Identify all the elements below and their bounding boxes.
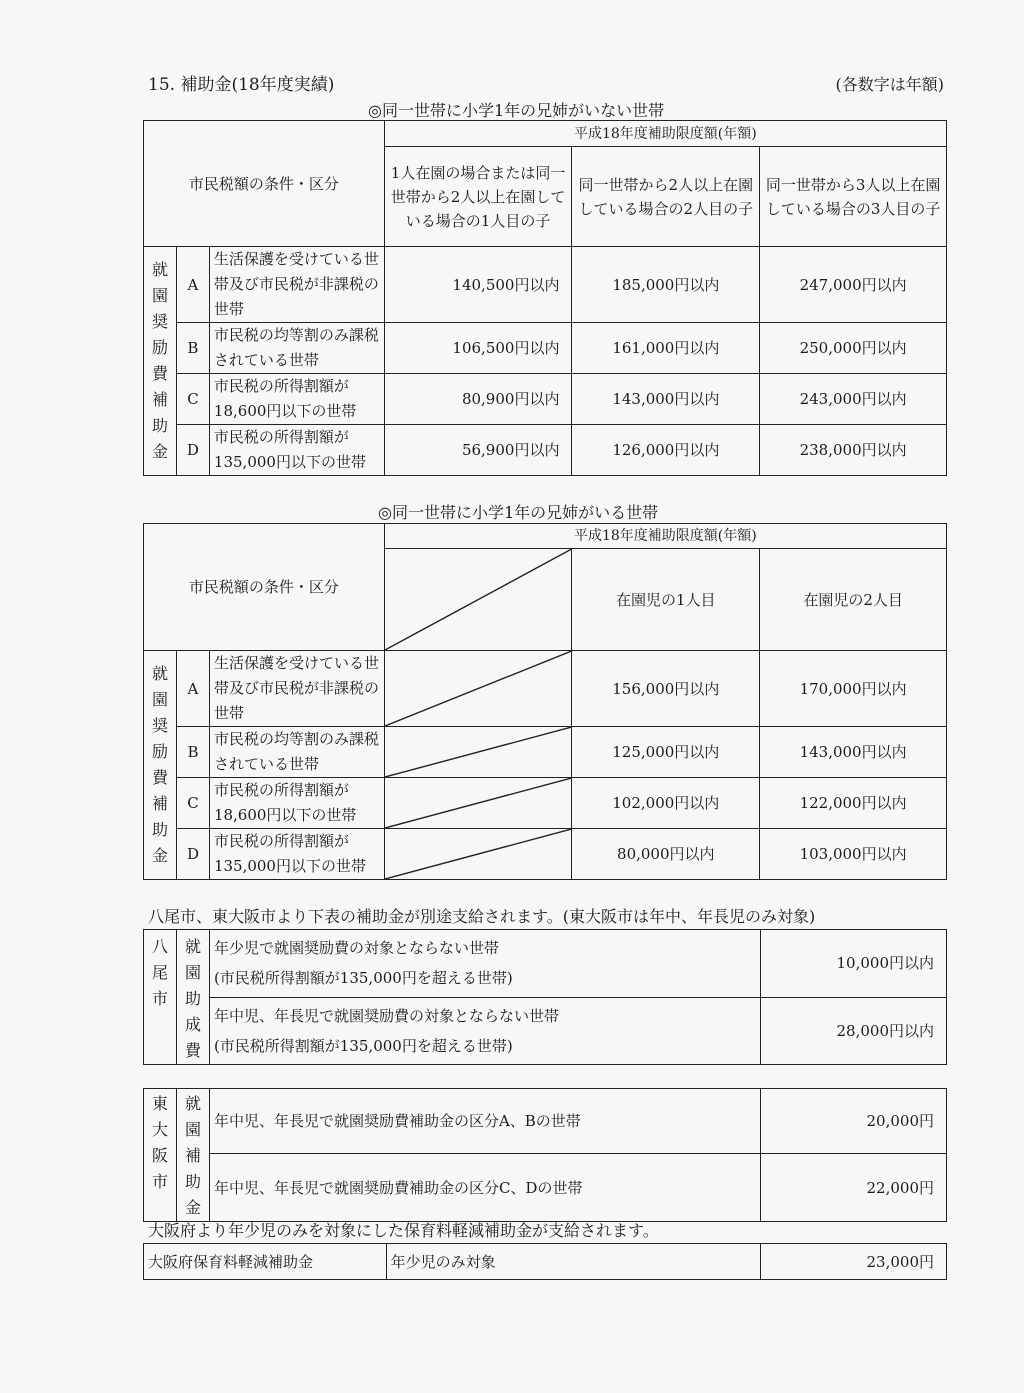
limit-header: 平成18年度補助限度額(年額) — [384, 121, 946, 147]
row-value: 103,000円以内 — [760, 829, 947, 880]
higashiosaka-row-text: 年中児、年長児で就園奨励費補助金の区分C、Dの世帯 — [209, 1154, 760, 1222]
empty-diagonal-cell — [384, 651, 572, 727]
row-condition: 生活保護を受けている世帯及び市民税が非課税の世帯 — [209, 651, 384, 727]
col-header-3: 同一世帯から3人以上在園している場合の3人目の子 — [760, 147, 947, 247]
table-row — [144, 778, 947, 829]
yao-city: 八 尾 市 — [144, 930, 177, 1065]
row-condition: 市民税の所得割額が135,000円以下の世帯 — [209, 829, 384, 880]
amount-note: (各数字は年額) — [835, 75, 944, 94]
table-row — [144, 323, 947, 374]
osaka-caption: 大阪府より年少児のみを対象にした保育料軽減補助金が支給されます。 — [148, 1221, 659, 1240]
table2-caption: ◎同一世帯に小学1年の兄姉がいる世帯 — [378, 503, 659, 522]
higashiosaka-row-amount: 22,000円 — [761, 1154, 947, 1222]
condition-header: 市民税額の条件・区分 — [144, 121, 385, 247]
table-row — [144, 425, 947, 476]
row-value: 80,900円以内 — [384, 374, 572, 425]
row-value: 143,000円以内 — [572, 374, 760, 425]
higashiosaka-subsidy-table — [143, 1088, 947, 1222]
page-title: 15. 補助金(18年度実績) — [148, 75, 335, 95]
row-code: B — [176, 323, 209, 374]
row-value: 80,000円以内 — [572, 829, 760, 880]
row-condition: 市民税の所得割額が18,600円以下の世帯 — [209, 374, 384, 425]
empty-diagonal-cell — [384, 829, 572, 880]
yao-row-text: 年少児で就園奨励費の対象とならない世帯 (市民税所得割額が135,000円を超える世帯) — [209, 930, 760, 998]
osaka-subsidy-target: 年少児のみ対象 — [386, 1244, 760, 1280]
side-label: 就 園 奨 励 費 補 助 金 — [144, 651, 177, 880]
table-row — [144, 727, 947, 778]
empty-diagonal-cell — [384, 778, 572, 829]
yao-row-text: 年中児、年長児で就園奨励費の対象とならない世帯 (市民税所得割額が135,000円を超える世帯) — [209, 997, 760, 1065]
yao-row-amount: 28,000円以内 — [761, 997, 947, 1065]
row-value: 122,000円以内 — [760, 778, 947, 829]
osaka-subsidy-table — [143, 1243, 947, 1280]
subsidy-table-no-sibling — [143, 120, 947, 476]
row-code: C — [176, 778, 209, 829]
row-condition: 市民税の均等割のみ課税されている世帯 — [209, 727, 384, 778]
row-value: 185,000円以内 — [572, 247, 760, 323]
condition-header: 市民税額の条件・区分 — [144, 524, 385, 651]
table1-caption: ◎同一世帯に小学1年の兄姉がいない世帯 — [368, 101, 665, 120]
yao-subsidy-table — [143, 929, 947, 1065]
row-value: 238,000円以内 — [760, 425, 947, 476]
row-value: 250,000円以内 — [760, 323, 947, 374]
row-value: 170,000円以内 — [760, 651, 947, 727]
row-code: D — [176, 425, 209, 476]
row-value: 143,000円以内 — [760, 727, 947, 778]
row-condition: 市民税の所得割額が18,600円以下の世帯 — [209, 778, 384, 829]
row-value: 102,000円以内 — [572, 778, 760, 829]
row-value: 161,000円以内 — [572, 323, 760, 374]
row-condition: 生活保護を受けている世帯及び市民税が非課税の世帯 — [209, 247, 384, 323]
osaka-subsidy-name: 大阪府保育料軽減補助金 — [144, 1244, 387, 1280]
higashiosaka-label: 就 園 補 助 金 — [176, 1089, 209, 1222]
osaka-subsidy-amount: 23,000円 — [761, 1244, 947, 1280]
row-value: 156,000円以内 — [572, 651, 760, 727]
yao-label: 就 園 助 成 費 — [176, 930, 209, 1065]
row-value: 56,900円以内 — [384, 425, 572, 476]
row-value: 247,000円以内 — [760, 247, 947, 323]
row-value: 125,000円以内 — [572, 727, 760, 778]
col-header-1: 1人在園の場合または同一世帯から2人以上在園している場合の1人目の子 — [384, 147, 572, 247]
row-code: A — [176, 651, 209, 727]
row-value: 243,000円以内 — [760, 374, 947, 425]
table-row — [144, 374, 947, 425]
table-row — [144, 247, 947, 323]
row-code: B — [176, 727, 209, 778]
yao-caption: 八尾市、東大阪市より下表の補助金が別途支給されます。(東大阪市は年中、年長児のみ対象) — [148, 907, 816, 926]
yao-row-amount: 10,000円以内 — [761, 930, 947, 998]
row-value: 106,500円以内 — [384, 323, 572, 374]
table-row — [144, 829, 947, 880]
row-value: 126,000円以内 — [572, 425, 760, 476]
higashiosaka-row-text: 年中児、年長児で就園奨励費補助金の区分A、Bの世帯 — [209, 1089, 760, 1154]
row-condition: 市民税の所得割額が135,000円以下の世帯 — [209, 425, 384, 476]
col-header-2: 同一世帯から2人以上在園している場合の2人目の子 — [572, 147, 760, 247]
higashiosaka-row-amount: 20,000円 — [761, 1089, 947, 1154]
higashiosaka-city: 東 大 阪 市 — [144, 1089, 177, 1222]
col-header-1: 在園児の1人目 — [572, 549, 760, 651]
table-row — [144, 651, 947, 727]
row-code: C — [176, 374, 209, 425]
row-value: 140,500円以内 — [384, 247, 572, 323]
col-header-2: 在園児の2人目 — [760, 549, 947, 651]
limit-header: 平成18年度補助限度額(年額) — [384, 524, 946, 549]
empty-diagonal-cell — [384, 549, 572, 651]
row-code: D — [176, 829, 209, 880]
subsidy-table-with-sibling — [143, 523, 947, 880]
side-label: 就 園 奨 励 費 補 助 金 — [144, 247, 177, 476]
empty-diagonal-cell — [384, 727, 572, 778]
row-condition: 市民税の均等割のみ課税されている世帯 — [209, 323, 384, 374]
row-code: A — [176, 247, 209, 323]
